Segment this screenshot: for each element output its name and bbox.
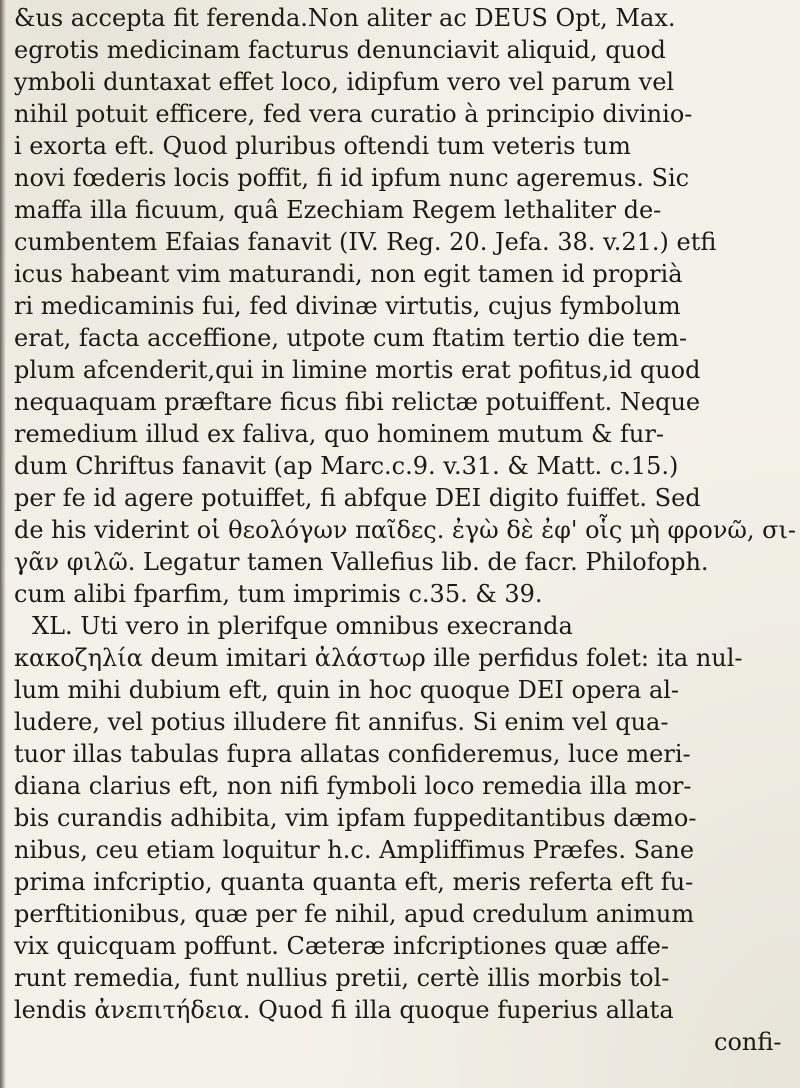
text-line: i exorta eft. Quod pluribus oftendi tum veteris tum	[14, 132, 631, 160]
text-line: de his viderint οἱ θεολόγων παῖδες. ἐγὼ δὲ ἐφ' οἷς μὴ φρονῶ, σι-	[14, 516, 797, 544]
text-line: ludere, vel potius illudere fit annifus. Si enim vel qua-	[14, 708, 669, 736]
text-line: tuor illas tabulas fupra allatas confideremus, luce meri-	[14, 740, 691, 768]
text-line: γᾶν φιλῶ. Legatur tamen Vallefius lib. de facr. Philofoph.	[14, 548, 709, 576]
text-line: runt remedia, funt nullius pretii, certè illis morbis tol-	[14, 964, 670, 992]
text-line: κακοζηλία deum imitari ἀλάστωρ ille perfidus folet: ita nul-	[14, 644, 743, 672]
text-line: ri medicaminis fui, fed divinæ virtutis, cujus fymbolum	[14, 292, 681, 320]
text-line: nequaquam præftare ficus fibi relictæ potuiffent. Neque	[14, 388, 701, 416]
text-line: plum afcenderit,qui in limine mortis erat pofitus,id quod	[14, 356, 701, 384]
text-line: novi fœderis locis poffit, fi id ipfum nunc ageremus. Sic	[14, 164, 690, 192]
text-line: icus habeant vim maturandi, non egit tamen id proprià	[14, 260, 683, 288]
text-line: lum mihi dubium eft, quin in hoc quoque DEI opera al-	[14, 676, 680, 704]
text-line: maffa illa ficuum, quâ Ezechiam Regem lethaliter de-	[14, 196, 662, 224]
text-line: ymboli duntaxat effet loco, idipfum vero vel parum vel	[14, 68, 675, 96]
text-line: nihil potuit efficere, fed vera curatio à principio divinio-	[14, 100, 693, 128]
text-line: egrotis medicinam facturus denunciavit aliquid, quod	[14, 36, 666, 64]
text-line: cumbentem Efaias fanavit (IV. Reg. 20. Jefa. 38. v.21.) etfi	[14, 228, 717, 256]
text-line: remedium illud ex faliva, quo hominem mutum & fur-	[14, 420, 664, 448]
catchword: confi-	[714, 1028, 782, 1056]
section-heading-line: XL. Uti vero in plerifque omnibus execranda	[32, 612, 573, 640]
text-line: erat, facta acceffione, utpote cum ftatim tertio die tem-	[14, 324, 688, 352]
text-line: cum alibi fparfim, tum imprimis c.35. & 39.	[14, 580, 543, 608]
text-line: &us accepta fit ferenda.Non aliter ac DEUS Opt, Max.	[14, 4, 676, 32]
text-line: prima infcriptio, quanta quanta eft, meris referta eft fu-	[14, 868, 694, 896]
text-line: nibus, ceu etiam loquitur h.c. Ampliffimus Præfes. Sane	[14, 836, 695, 864]
text-line: lendis ἀνεπιτήδεια. Quod fi illa quoque fuperius allata	[14, 996, 674, 1024]
binding-gutter-shadow	[0, 0, 6, 1088]
text-line: perftitionibus, quæ per fe nihil, apud credulum animum	[14, 900, 695, 928]
text-line: vix quicquam poffunt. Cæteræ infcriptiones quæ affe-	[14, 932, 669, 960]
latin-text-block	[14, 2, 800, 1088]
bottom-margin	[0, 1076, 800, 1088]
text-line: per fe id agere potuiffet, fi abfque DEI digito fuiffet. Sed	[14, 484, 701, 512]
text-line: diana clarius eft, non nifi fymboli loco remedia illa mor-	[14, 772, 692, 800]
text-line: bis curandis adhibita, vim ipfam fuppeditantibus dæmo-	[14, 804, 697, 832]
text-line: dum Chriftus fanavit (ap Marc.c.9. v.31. & Matt. c.15.)	[14, 452, 679, 480]
